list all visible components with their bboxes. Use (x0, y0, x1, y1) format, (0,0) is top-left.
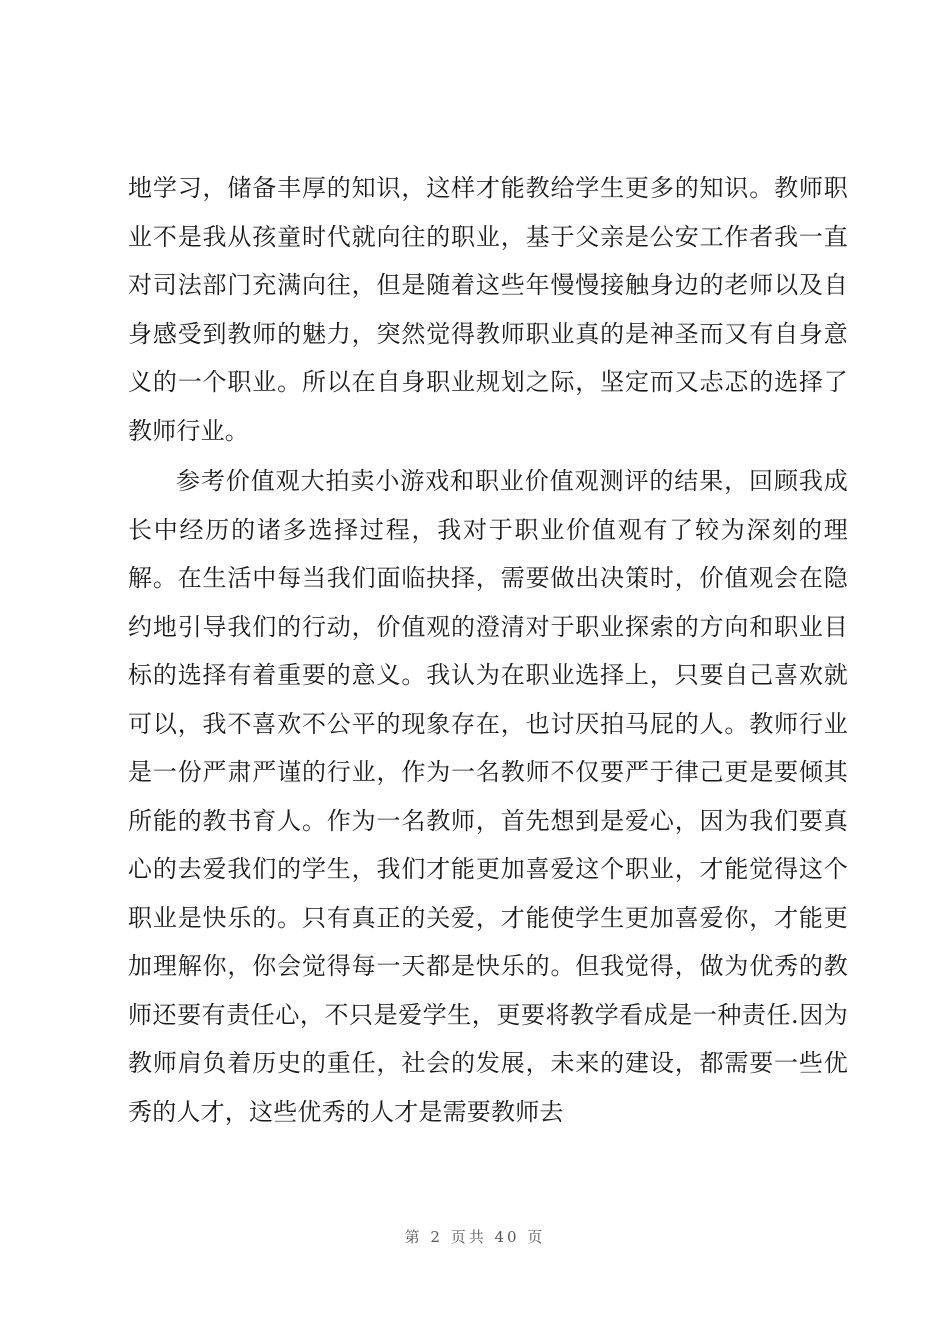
paragraph-continued: 地学习，储备丰厚的知识，这样才能教给学生更多的知识。教师职业不是我从孩童时代就向往的职业，基于父亲是公安工作者我一直对司法部门充满向往，但是随着这些年慢慢接触身边的老师以及自身感受到教师的魅力，突然觉得教师职业真的是神圣而又有自身意义的一个职业。所以在自身职业规划之际，坚定而又忐忑的选择了教师行业。 (128, 174, 848, 445)
document-body (128, 164, 848, 1136)
page-footer (0, 1226, 950, 1247)
page-number-label: 第 2 页共 40 页 (404, 1228, 546, 1246)
paragraph-values: 参考价值观大拍卖小游戏和职业价值观测评的结果，回顾我成长中经历的诸多选择过程，我对于职业价值观有了较为深刻的理解。在生活中每当我们面临抉择，需要做出决策时，价值观会在隐约地引导我们的行动，价值观的澄清对于职业探索的方向和职业目标的选择有着重要的意义。我认为在职业选择上，只要自己喜欢就可以，我不喜欢不公平的现象存在，也讨厌拍马屁的人。教师行业是一份严肃严谨的行业，作为一名教师不仅要严于律己更是要倾其所能的教书育人。作为一名教师，首先想到是爱心，因为我们要真心的去爱我们的学生，我们才能更加喜爱这个职业，才能觉得这个职业是快乐的。只有真正的关爱，才能使学生更加喜爱你，才能更加理解你，你会觉得每一天都是快乐的。但我觉得，做为优秀的教师还要有责任心，不只是爱学生，更要将教学看成是一种责任.因为教师肩负着历史的重任，社会的发展，未来的建设，都需要一些优秀的人才，这些优秀的人才是需要教师去 (128, 467, 848, 1126)
